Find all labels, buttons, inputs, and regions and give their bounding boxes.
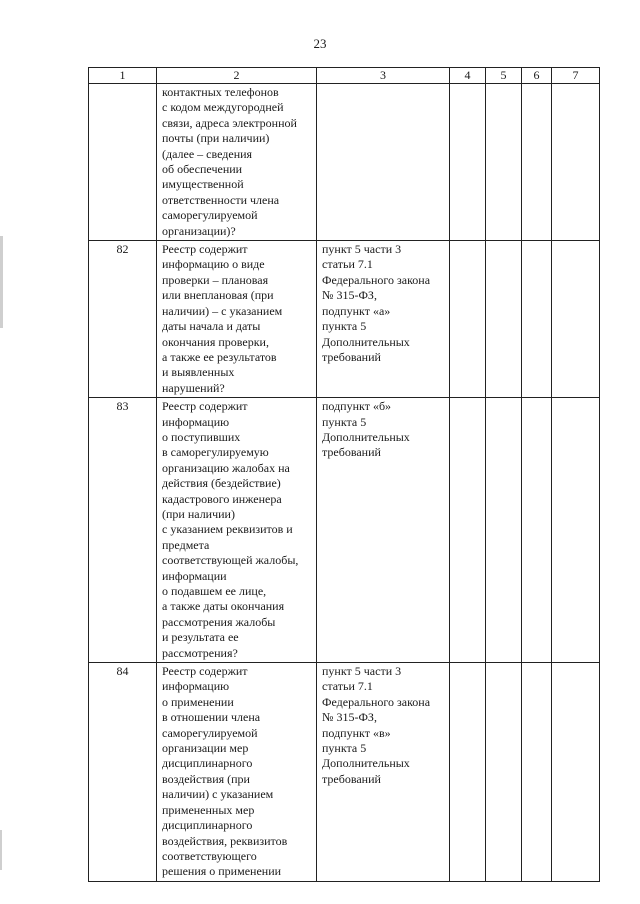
requirement-text-line: а также ее результатов (162, 349, 277, 364)
legal-basis-cell (317, 241, 450, 398)
requirement-text-line: саморегулируемой (162, 725, 258, 740)
legal-basis-line: пункта 5 (322, 414, 367, 429)
requirement-text-line: ответственности члена (162, 192, 280, 207)
legal-basis-line: требований (322, 771, 381, 786)
requirement-text-line: информацию (162, 414, 230, 429)
empty-cell-col-6 (522, 663, 552, 882)
header-cell-6: 6 (522, 68, 552, 84)
legal-basis-line: Дополнительных (322, 334, 410, 349)
requirement-text-line: примененных мер (162, 802, 255, 817)
legal-basis-line: пункт 5 части 3 (322, 242, 402, 257)
legal-basis-cell (317, 84, 450, 241)
requirement-text-line: Реестр содержит (162, 242, 248, 257)
requirement-text-line: воздействия, реквизитов (162, 833, 288, 848)
legal-basis-line: Федерального закона (322, 694, 431, 709)
legal-basis-cell (317, 398, 450, 663)
requirement-text-line: наличии) – с указанием (162, 303, 283, 318)
row-number: 82 (89, 241, 157, 398)
requirement-text-line: контактных телефонов (162, 85, 279, 99)
row-number: 84 (89, 663, 157, 882)
requirement-text-line: в отношении члена (162, 710, 261, 725)
requirement-text-line: с указанием реквизитов и (162, 522, 293, 537)
requirement-text-line: наличии) с указанием (162, 787, 274, 802)
header-cell-3: 3 (317, 68, 450, 84)
table-row (89, 241, 600, 398)
requirement-text-cell (157, 241, 317, 398)
requirement-text-line: о подавшем ее лице, (162, 584, 267, 598)
legal-basis-line: № 315-ФЗ, (322, 710, 377, 725)
legal-basis-line: пункт 5 части 3 (322, 664, 402, 679)
requirement-text-line: об обеспечении (162, 162, 243, 177)
table-row (89, 84, 600, 241)
requirement-text-line: с кодом междугородней (162, 100, 284, 115)
requirement-text-line: информацию о виде (162, 257, 265, 272)
legal-basis-line: № 315-ФЗ, (322, 288, 377, 303)
empty-cell-col-5 (486, 84, 522, 241)
requirement-text-line: даты начала и даты (162, 319, 261, 334)
requirement-text-line: связи, адреса электронной (162, 115, 297, 130)
requirement-text-cell (157, 84, 317, 241)
requirement-text-line: и выявленных (162, 365, 235, 380)
requirement-text-line: имущественной (162, 177, 244, 192)
legal-basis-line: подпункт «а» (322, 303, 391, 318)
requirement-text-line: соответствующей жалобы, (162, 553, 299, 568)
requirement-text-line: Реестр содержит (162, 399, 248, 414)
empty-cell-col-7 (552, 663, 600, 882)
requirement-text-line: действия (бездействие) (162, 476, 281, 491)
empty-cell-col-7 (552, 241, 600, 398)
requirement-text-line: (при наличии) (162, 506, 235, 521)
legal-basis-line: подпункт «б» (322, 399, 392, 414)
requirement-text-line: предмета (162, 537, 210, 552)
empty-cell-col-4 (450, 398, 486, 663)
empty-cell-col-6 (522, 84, 552, 241)
header-cell-1: 1 (89, 68, 157, 84)
requirement-text-line: организации мер (162, 741, 249, 756)
legal-basis-line: Федерального закона (322, 272, 431, 287)
empty-cell-col-5 (486, 241, 522, 398)
legal-basis-line: подпункт «в» (322, 725, 391, 740)
table-row (89, 663, 600, 882)
scan-edge-mark (0, 830, 2, 870)
requirement-text-line: саморегулируемой (162, 208, 258, 223)
requirement-text-line: окончания проверки, (162, 334, 269, 349)
requirement-text-line: воздействия (при (162, 771, 250, 786)
empty-cell-col-4 (450, 663, 486, 882)
requirement-text-line: рассмотрения жалобы (162, 614, 276, 629)
scan-edge-mark (0, 236, 3, 328)
header-cell-5: 5 (486, 68, 522, 84)
requirement-text-line: информации (162, 568, 227, 583)
requirement-text-line: о поступивших (162, 429, 241, 444)
legal-basis-line: пункта 5 (322, 741, 367, 756)
requirement-text-line: дисциплинарного (162, 756, 253, 771)
legal-basis-line: Дополнительных (322, 429, 410, 444)
requirement-text-line: рассмотрения? (162, 645, 238, 660)
requirement-text-cell (157, 663, 317, 882)
requirement-text-line: соответствующего (162, 848, 257, 863)
legal-basis-line: Дополнительных (322, 756, 410, 771)
requirement-text-line: или внеплановая (при (162, 288, 274, 303)
legal-basis-cell (317, 663, 450, 882)
legal-basis-line: пункта 5 (322, 319, 367, 334)
requirement-text-line: о применении (162, 694, 234, 709)
requirement-text-line: информацию (162, 679, 230, 694)
legal-basis-line: требований (322, 349, 381, 364)
empty-cell-col-6 (522, 398, 552, 663)
requirement-text-line: дисциплинарного (162, 818, 253, 833)
requirement-text-line: решения о применении (162, 864, 282, 879)
row-number: 83 (89, 398, 157, 663)
requirement-text-line: и результата ее (162, 630, 239, 645)
header-cell-4: 4 (450, 68, 486, 84)
requirement-text-line: а также даты окончания (162, 599, 285, 614)
empty-cell-col-4 (450, 84, 486, 241)
requirement-text-line: Реестр содержит (162, 664, 248, 679)
requirement-text-cell (157, 398, 317, 663)
legal-basis-line: статьи 7.1 (322, 679, 373, 694)
empty-cell-col-4 (450, 241, 486, 398)
requirement-text-line: в саморегулируемую (162, 445, 269, 460)
requirement-text-line: нарушений? (162, 380, 225, 395)
requirement-text-line: кадастрового инженера (162, 491, 282, 506)
empty-cell-col-7 (552, 84, 600, 241)
legal-basis-line: требований (322, 445, 381, 460)
empty-cell-col-5 (486, 663, 522, 882)
empty-cell-col-7 (552, 398, 600, 663)
empty-cell-col-5 (486, 398, 522, 663)
table-row (89, 398, 600, 663)
row-number (89, 84, 157, 241)
requirements-table (88, 67, 600, 882)
page-number: 23 (313, 36, 327, 51)
requirement-text-line: организацию жалобах на (162, 460, 290, 475)
requirement-text-line: проверки – плановая (162, 272, 269, 287)
requirement-text-line: (далее – сведения (162, 146, 253, 161)
header-cell-7: 7 (552, 68, 600, 84)
header-cell-2: 2 (157, 68, 317, 84)
requirement-text-line: почты (при наличии) (162, 131, 270, 146)
empty-cell-col-6 (522, 241, 552, 398)
requirement-text-line: организации)? (162, 223, 236, 238)
header-row (89, 68, 600, 84)
legal-basis-line: статьи 7.1 (322, 257, 373, 272)
